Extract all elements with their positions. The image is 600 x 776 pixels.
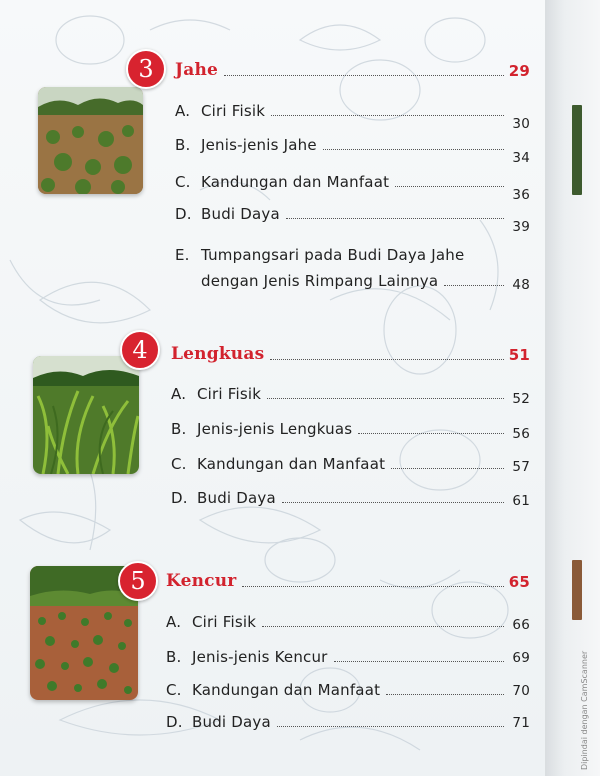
chapter-3-number-badge: 3	[126, 49, 166, 89]
dot-leader	[391, 467, 504, 469]
entry-page: 71	[512, 715, 530, 731]
entry-letter: D.	[166, 713, 183, 731]
chapter-5-title-row[interactable]	[166, 571, 530, 591]
entry-page: 61	[512, 493, 530, 509]
entry-label: Budi Daya	[192, 713, 271, 731]
dot-leader	[270, 358, 504, 360]
chapter-3-title-row[interactable]	[175, 60, 530, 80]
dot-leader	[395, 185, 504, 187]
dot-leader	[271, 114, 504, 116]
dot-leader	[267, 397, 504, 399]
toc-entry-4b[interactable]	[171, 420, 530, 442]
dot-leader	[277, 725, 504, 727]
toc-entry-5d[interactable]	[166, 713, 530, 731]
toc-entry-5b[interactable]	[166, 648, 530, 666]
entry-page: 48	[512, 277, 530, 293]
chapter-3-page: 29	[508, 62, 530, 80]
entry-page: 52	[512, 391, 530, 407]
toc-entry-5a[interactable]	[166, 613, 530, 631]
chapter-4-title: Lengkuas	[171, 344, 265, 364]
entry-letter: A.	[175, 102, 191, 120]
dot-leader	[323, 148, 504, 150]
toc-entry-3c[interactable]	[175, 173, 530, 203]
entry-label: Kandungan dan Manfaat	[197, 455, 386, 473]
toc-entry-3a[interactable]	[175, 102, 530, 132]
entry-letter: D.	[175, 205, 192, 223]
entry-page: 56	[512, 426, 530, 442]
entry-label: Tumpangsari pada Budi Daya Jahe	[201, 246, 465, 264]
jahe-field-photo	[38, 87, 143, 194]
entry-label: Jenis-jenis Kencur	[192, 648, 328, 666]
toc-entry-3b[interactable]	[175, 136, 530, 166]
entry-label: Ciri Fisik	[192, 613, 257, 631]
dot-leader	[386, 693, 504, 695]
chapter-4-number-badge: 4	[120, 330, 160, 370]
entry-letter: B.	[175, 136, 191, 154]
entry-page: 70	[512, 683, 530, 699]
chapter-5-title: Kencur	[166, 571, 237, 591]
entry-label: Jenis-jenis Lengkuas	[197, 420, 353, 438]
entry-label: Ciri Fisik	[201, 102, 266, 120]
entry-label: Budi Daya	[201, 205, 280, 223]
toc-entry-3d[interactable]	[175, 205, 530, 235]
chapter-5-number-badge: 5	[118, 561, 158, 601]
chapter-4-title-row[interactable]	[171, 344, 530, 364]
entry-letter: E.	[175, 246, 190, 264]
lengkuas-field-photo	[33, 356, 139, 474]
dot-leader	[224, 74, 504, 76]
dot-leader	[286, 217, 504, 219]
entry-page: 39	[512, 219, 530, 235]
entry-label: Kandungan dan Manfaat	[201, 173, 390, 191]
chapter-4-page: 51	[508, 346, 530, 364]
entry-letter: B.	[171, 420, 187, 438]
facing-page-image-strip	[572, 105, 582, 195]
entry-letter: C.	[175, 173, 191, 191]
entry-label-continued: dengan Jenis Rimpang Lainnya	[201, 272, 439, 290]
entry-letter: C.	[171, 455, 187, 473]
entry-page: 57	[512, 459, 530, 475]
entry-letter: C.	[166, 681, 182, 699]
toc-entry-4a[interactable]	[171, 385, 530, 407]
dot-leader	[444, 284, 504, 286]
chapter-3-title: Jahe	[175, 60, 219, 80]
toc-entry-3e-line1[interactable]	[175, 244, 464, 266]
entry-letter: A.	[166, 613, 182, 631]
toc-entry-4c[interactable]	[171, 455, 530, 473]
toc-entry-3e-line2[interactable]	[201, 272, 530, 293]
entry-page: 34	[512, 150, 530, 166]
entry-page: 66	[512, 617, 530, 633]
dot-leader	[262, 625, 504, 627]
dot-leader	[334, 660, 504, 662]
entry-label: Budi Daya	[197, 489, 276, 507]
toc-entry-5c[interactable]	[166, 681, 530, 699]
chapter-5-page: 65	[508, 573, 530, 591]
entry-letter: A.	[171, 385, 187, 403]
dot-leader	[282, 501, 504, 503]
dot-leader	[242, 585, 504, 587]
entry-page: 36	[512, 187, 530, 203]
entry-letter: D.	[171, 489, 188, 507]
entry-letter: B.	[166, 648, 182, 666]
entry-page: 69	[512, 650, 530, 666]
scanner-credit: Dipindai dengan CamScanner	[580, 650, 589, 770]
toc-entry-4d[interactable]	[171, 489, 530, 507]
entry-label: Ciri Fisik	[197, 385, 262, 403]
entry-page: 30	[512, 116, 530, 132]
entry-label: Jenis-jenis Jahe	[201, 136, 317, 154]
entry-label: Kandungan dan Manfaat	[192, 681, 381, 699]
dot-leader	[358, 432, 504, 434]
